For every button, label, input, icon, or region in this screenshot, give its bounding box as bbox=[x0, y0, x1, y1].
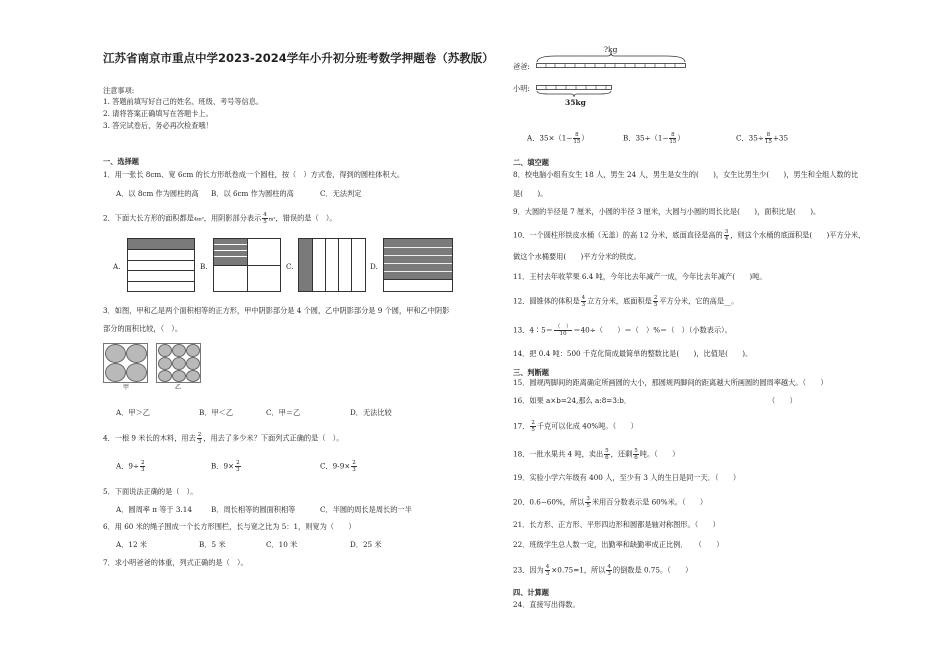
question-19: 19．实验小学六年级有 400 人，至少有 3 人的生日是同一天．（ ） bbox=[513, 473, 741, 482]
fraction: $\frac{4}{5}$ bbox=[263, 212, 267, 225]
question-9: 9．大圆的半径是 7 厘米，小圆的半径 3 厘米，大圆与小圆的周长比是( )，面积比是( )。 bbox=[513, 207, 821, 216]
option-d: D．无法比较 bbox=[350, 408, 392, 417]
fraction: $\frac{3}{5}$ bbox=[586, 496, 590, 509]
option-a: A．9÷ $\frac{2}{3}$ bbox=[116, 460, 145, 473]
question-6-stem: 6．用 60 米的绳子围成一个长方形围栏，长与宽之比为 5：1，则宽为（ ） bbox=[103, 522, 356, 531]
notes-heading: 注意事项: bbox=[103, 86, 135, 95]
figure-label: C. bbox=[286, 262, 294, 271]
diagram-total-label: ?kg bbox=[604, 45, 618, 54]
figure-label: A. bbox=[113, 262, 121, 271]
question-10: 做这个水桶要用( )平方分米的铁皮。 bbox=[513, 252, 641, 261]
option-c: C．甲＝乙 bbox=[266, 408, 301, 417]
option-d: D．25 米 bbox=[350, 540, 382, 549]
question-3-stem: 3．如图，甲和乙是两个面积相等的正方形，甲中阴影部分是 4 个圆，乙中阴影部分是 9 个圆，甲和乙中阴影 bbox=[103, 306, 450, 315]
figure-label: 甲 bbox=[123, 384, 130, 391]
figure-label: D. bbox=[370, 262, 378, 271]
option-b: B．9× $\frac{2}{3}$ bbox=[211, 460, 240, 473]
question-22: 22．班级学生总人数一定，出勤率和缺勤率成正比例． （ ） bbox=[513, 540, 724, 549]
ming-bar bbox=[536, 84, 616, 98]
question-7-stem: 7．求小明爸爸的体重，列式正确的是（ ）。 bbox=[103, 558, 248, 567]
option-a: A．以 8cm 作为圆柱的高 bbox=[116, 189, 199, 198]
figure-b bbox=[213, 238, 281, 292]
section-heading: 四、计算题 bbox=[513, 588, 549, 597]
fraction: $\frac{2}{3}$ bbox=[197, 432, 202, 445]
option-a: A．12 米 bbox=[116, 540, 147, 549]
fraction: $\frac{8}{15}$ bbox=[764, 132, 772, 145]
option-a: A．35×（1− $\frac{8}{15}$ ） bbox=[527, 132, 589, 145]
question-10: 10．一个圆柱形铁皮水桶（无盖）的高 12 分米，底面直径是高的 $\frac{3}{4}$ ，则这个水桶的底面积是( )平方分米， bbox=[513, 229, 866, 242]
fraction: $\frac{5}{6}$ bbox=[605, 448, 609, 461]
question-2-stem: 2．下面大长方形的面积都是4m²，用阴影部分表示 $\frac{4}{5}$ m²，错误的是（ ）。 bbox=[103, 212, 337, 225]
question-24: 24．直接写出得数。 bbox=[513, 600, 580, 609]
page-title: 江苏省南京市重点中学2023-2024学年小升初分班考数学押题卷（苏教版） bbox=[103, 51, 494, 65]
figure-jia bbox=[103, 343, 148, 383]
ming-label: 小明: bbox=[513, 84, 530, 93]
option-a: A．甲＞乙 bbox=[116, 408, 150, 417]
question-15: 15．圆规两脚间的距离确定所画圆的大小，那圆规两脚间的距离越大所画圆的圆周率越大。（ ） bbox=[513, 378, 828, 387]
figure-yi bbox=[156, 343, 201, 383]
option-a: A．圆周率 π 等于 3.14 bbox=[116, 505, 192, 514]
question-23: 23．因为 $\frac{4}{3}$ ×0.75=1，所以 $\frac{4}{3}$ 的倒数是 0.75。（ ） bbox=[513, 564, 693, 577]
question-14: 14．把 0.4 吨：500 千克化简成最简单的整数比是( )，比值是( )。 bbox=[513, 349, 753, 358]
question-11: 11．王村去年收苹果 6.4 吨，今年比去年减产一成，今年比去年减产( )吨。 bbox=[513, 272, 767, 281]
fraction: $\frac{2}{5}$ bbox=[531, 420, 535, 433]
question-12: 12．圆锥体的体积是 $\frac{4}{3}$ 立方分米，底面积是 $\frac{2}{5}$ 平方分米，它的高是__。 bbox=[513, 295, 739, 308]
fraction: $\frac{4}{3}$ bbox=[581, 295, 586, 308]
fraction: $\frac{8}{15}$ bbox=[669, 132, 677, 145]
fraction: $\frac{2}{3}$ bbox=[236, 460, 240, 473]
answer-mark: （ ） bbox=[768, 396, 797, 405]
question-1-stem: 1．用一张长 8cm、宽 6cm 的长方形纸卷成一个圆柱，按（ ）方式卷，得到的圆柱体积大。 bbox=[103, 170, 405, 179]
figure-d bbox=[383, 238, 453, 292]
question-16: 16．如果 a×b=24,那么 a:8=3:b． bbox=[513, 396, 632, 405]
option-b: B．以 6cm 作为圆柱的高 bbox=[211, 189, 294, 198]
fraction: $\frac{2}{5}$ bbox=[653, 295, 658, 308]
note-item: 2. 请将答案正确填写在答题卡上。 bbox=[103, 109, 213, 118]
fraction: $\frac{2}{3}$ bbox=[352, 460, 356, 473]
fraction: $\frac{( )}{10}$ bbox=[554, 324, 572, 337]
dad-label: 爸爸: bbox=[513, 62, 530, 71]
option-b: B．甲＜乙 bbox=[199, 408, 234, 417]
question-8: 8．校电脑小组有女生 18 人，男生 24 人，男生是女生的( )，女生比男生少( )，男生和全组人数的比 bbox=[513, 170, 859, 179]
question-17: 17． $\frac{2}{5}$ 千克可以化成 40%吨。（ ） bbox=[513, 420, 638, 433]
question-5-stem: 5．下面说法正确的是（ ）。 bbox=[103, 487, 198, 496]
option-c: C．10 米 bbox=[266, 540, 298, 549]
note-item: 3. 答完试卷后，务必再次检查哦！ bbox=[103, 121, 213, 130]
section-heading: 二、填空题 bbox=[513, 158, 549, 167]
section-heading: 一、选择题 bbox=[103, 157, 139, 166]
question-21: 21．长方形、正方形、平形四边形和圆都是轴对称图形。（ ） bbox=[513, 520, 720, 529]
fraction: $\frac{4}{3}$ bbox=[607, 564, 611, 577]
question-4-stem: 4．一根 9 米长的木料，用去 $\frac{2}{3}$ ，用去了多少米？下面列式正确的是（ ）。 bbox=[103, 432, 344, 445]
option-c: C．9-9× $\frac{2}{3}$ bbox=[320, 460, 356, 473]
fraction: $\frac{2}{3}$ bbox=[140, 460, 145, 473]
question-13: 13．4∶5＝ $\frac{( )}{10}$ ＝40÷（ ）＝（ ）%＝（ ）（小数表示）。 bbox=[513, 324, 732, 337]
fraction: $\frac{8}{15}$ bbox=[573, 132, 581, 145]
figure-a bbox=[127, 238, 195, 292]
fraction: $\frac{3}{4}$ bbox=[724, 229, 729, 242]
figure-label: B. bbox=[200, 262, 208, 271]
question-18: 18．一批水果共 4 吨，卖出 $\frac{5}{6}$ ，还剩 $\frac{5}{6}$ 吨。（ ） bbox=[513, 448, 680, 461]
option-b: B．周长相等的圆面积相等 bbox=[211, 505, 296, 514]
figure-label: 乙 bbox=[175, 384, 182, 391]
option-b: B．35÷（1− $\frac{8}{15}$ ） bbox=[623, 132, 685, 145]
option-c: C．无法判定 bbox=[320, 189, 362, 198]
option-b: B．5 米 bbox=[199, 540, 226, 549]
option-c: C．35÷ $\frac{8}{15}$ +35 bbox=[736, 132, 789, 145]
question-3-stem: 部分的面积比较，（ ）。 bbox=[103, 324, 183, 333]
dad-bar bbox=[536, 62, 686, 70]
section-heading: 三、判断题 bbox=[513, 368, 549, 377]
fraction: $\frac{5}{6}$ bbox=[634, 448, 638, 461]
option-c: C．半圆的周长是周长的一半 bbox=[320, 505, 412, 514]
fraction: $\frac{4}{3}$ bbox=[545, 564, 550, 577]
question-20: 20．0.6−60%，所以 $\frac{3}{5}$ 米用百分数表示是 60%米。（ ） bbox=[513, 496, 708, 509]
question-8: 是( )。 bbox=[513, 189, 548, 198]
note-item: 1. 答题前填写好自己的姓名、班级、考号等信息。 bbox=[103, 97, 264, 106]
weight-label: 35kg bbox=[565, 98, 586, 107]
figure-c bbox=[298, 238, 366, 292]
